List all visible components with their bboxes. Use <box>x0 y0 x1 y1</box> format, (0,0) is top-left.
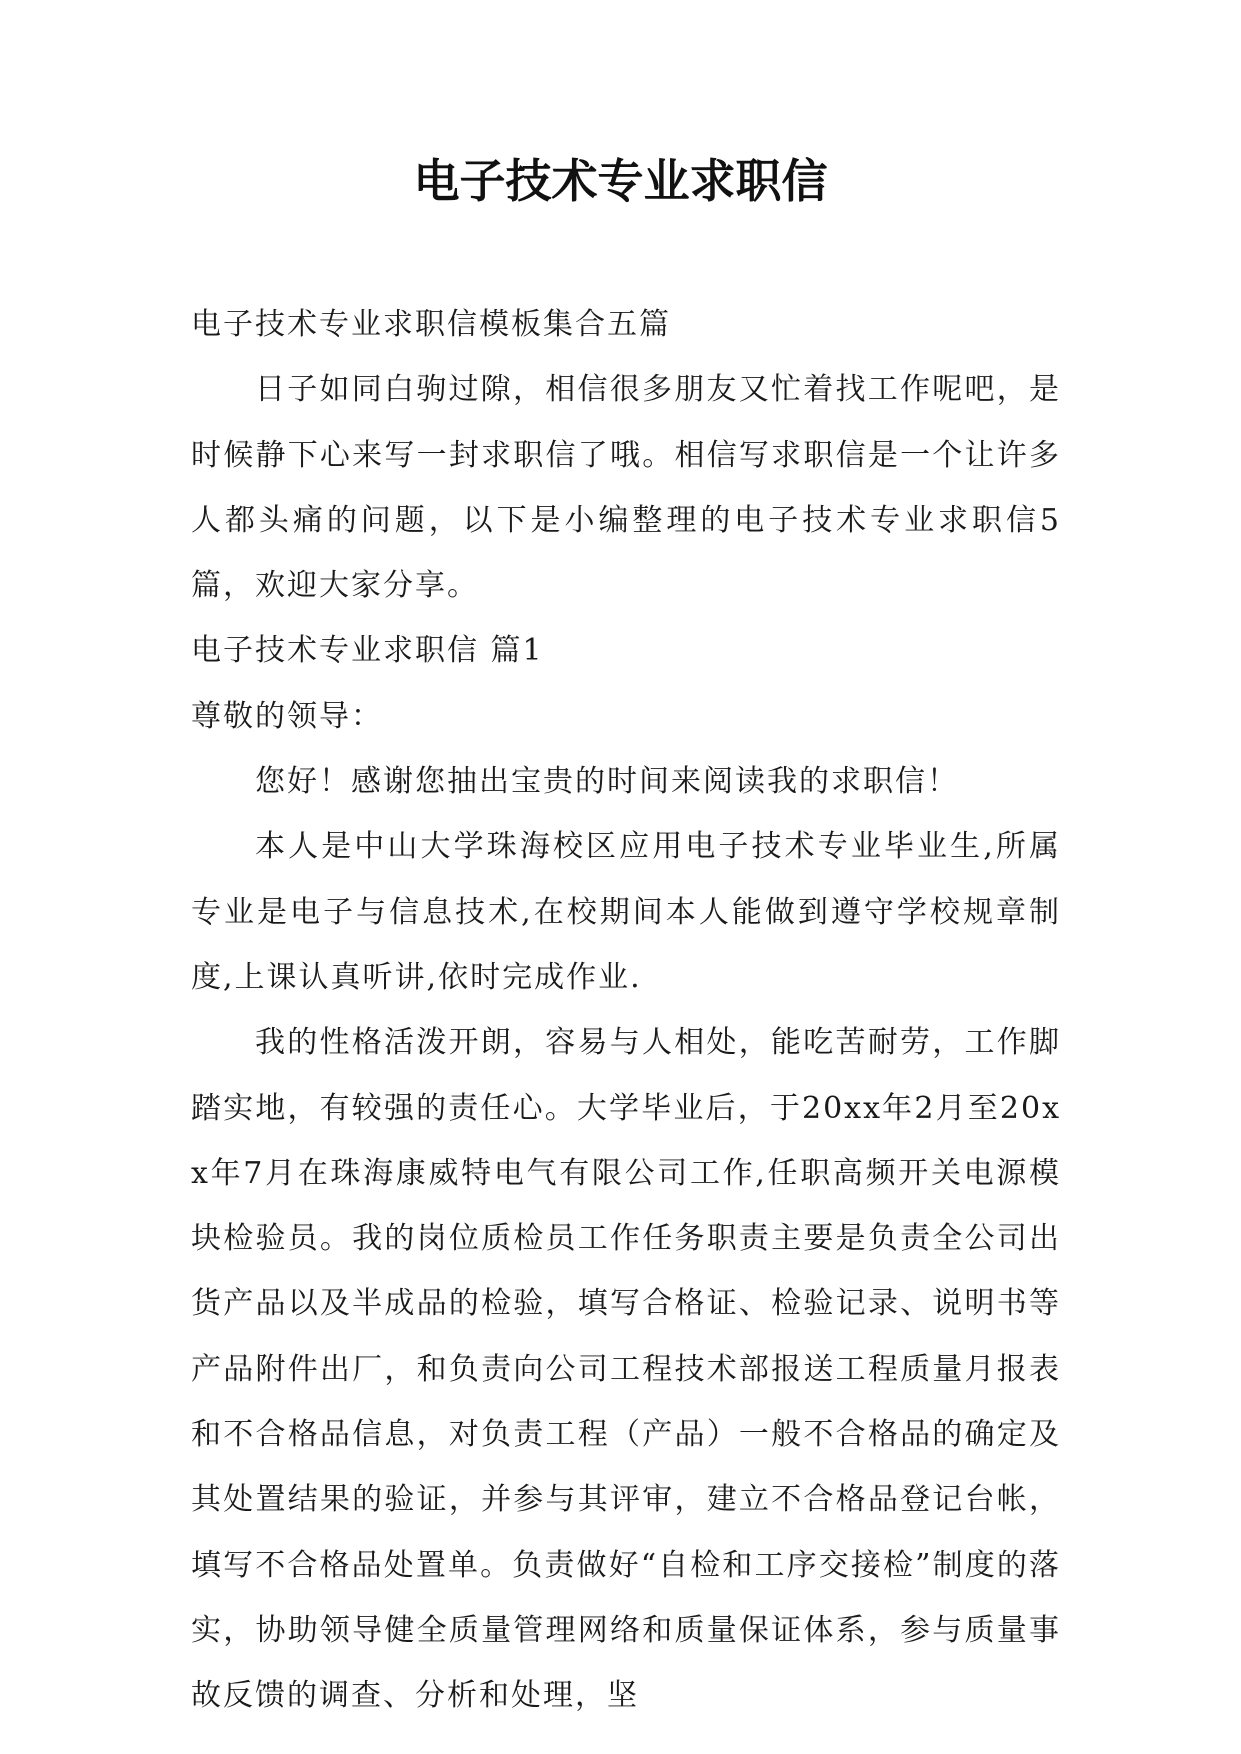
paragraph-greeting: 您好！感谢您抽出宝贵的时间来阅读我的求职信！ <box>255 764 959 800</box>
paragraph-salutation: 尊敬的领导： <box>191 698 383 734</box>
paragraph-subtitle: 电子技术专业求职信模板集合五篇 <box>191 307 671 342</box>
document-title: 电子技术专业求职信 <box>413 154 828 208</box>
paragraph-experience: 我的性格活泼开朗，容易与人相处，能吃苦耐劳，工作脚踏实地，有较强的责任心。大学毕业后，于20xx年2月至20xx年7月在珠海康威特电气有限公司工作,任职高频开关电源模块检验员。我的岗位质检员工作任务职责主要是负责全公司出货产品以及半成品的检验，填写合格证、检验记录、说明书等产品附件出厂，和负责向公司工程技术部报送工程质量月报表和不合格品信息，对负责工程（产品）一般不合格品的确定及其处置结果的验证，并参与其评审，建立不合格品登记台帐，填写不合格品处置单。负责做好“自检和工序交接检”制度的落实，协助领导健全质量管理网络和质量保证体系，参与质量事故反馈的调查、分析和处理，坚 <box>191 1025 1061 1714</box>
paragraph-section-heading: 电子技术专业求职信 篇1 <box>191 633 544 669</box>
paragraph-education: 本人是中山大学珠海校区应用电子技术专业毕业生,所属专业是电子与信息技术,在校期间本人能做到遵守学校规章制度,上课认真听讲,依时完成作业. <box>191 829 1061 995</box>
document-body <box>191 292 1061 1729</box>
paragraph-intro: 日子如同白驹过隙，相信很多朋友又忙着找工作呢吧，是时候静下心来写一封求职信了哦。相信写求职信是一个让许多人都头痛的问题，以下是小编整理的电子技术专业求职信5篇，欢迎大家分享。 <box>191 372 1061 604</box>
